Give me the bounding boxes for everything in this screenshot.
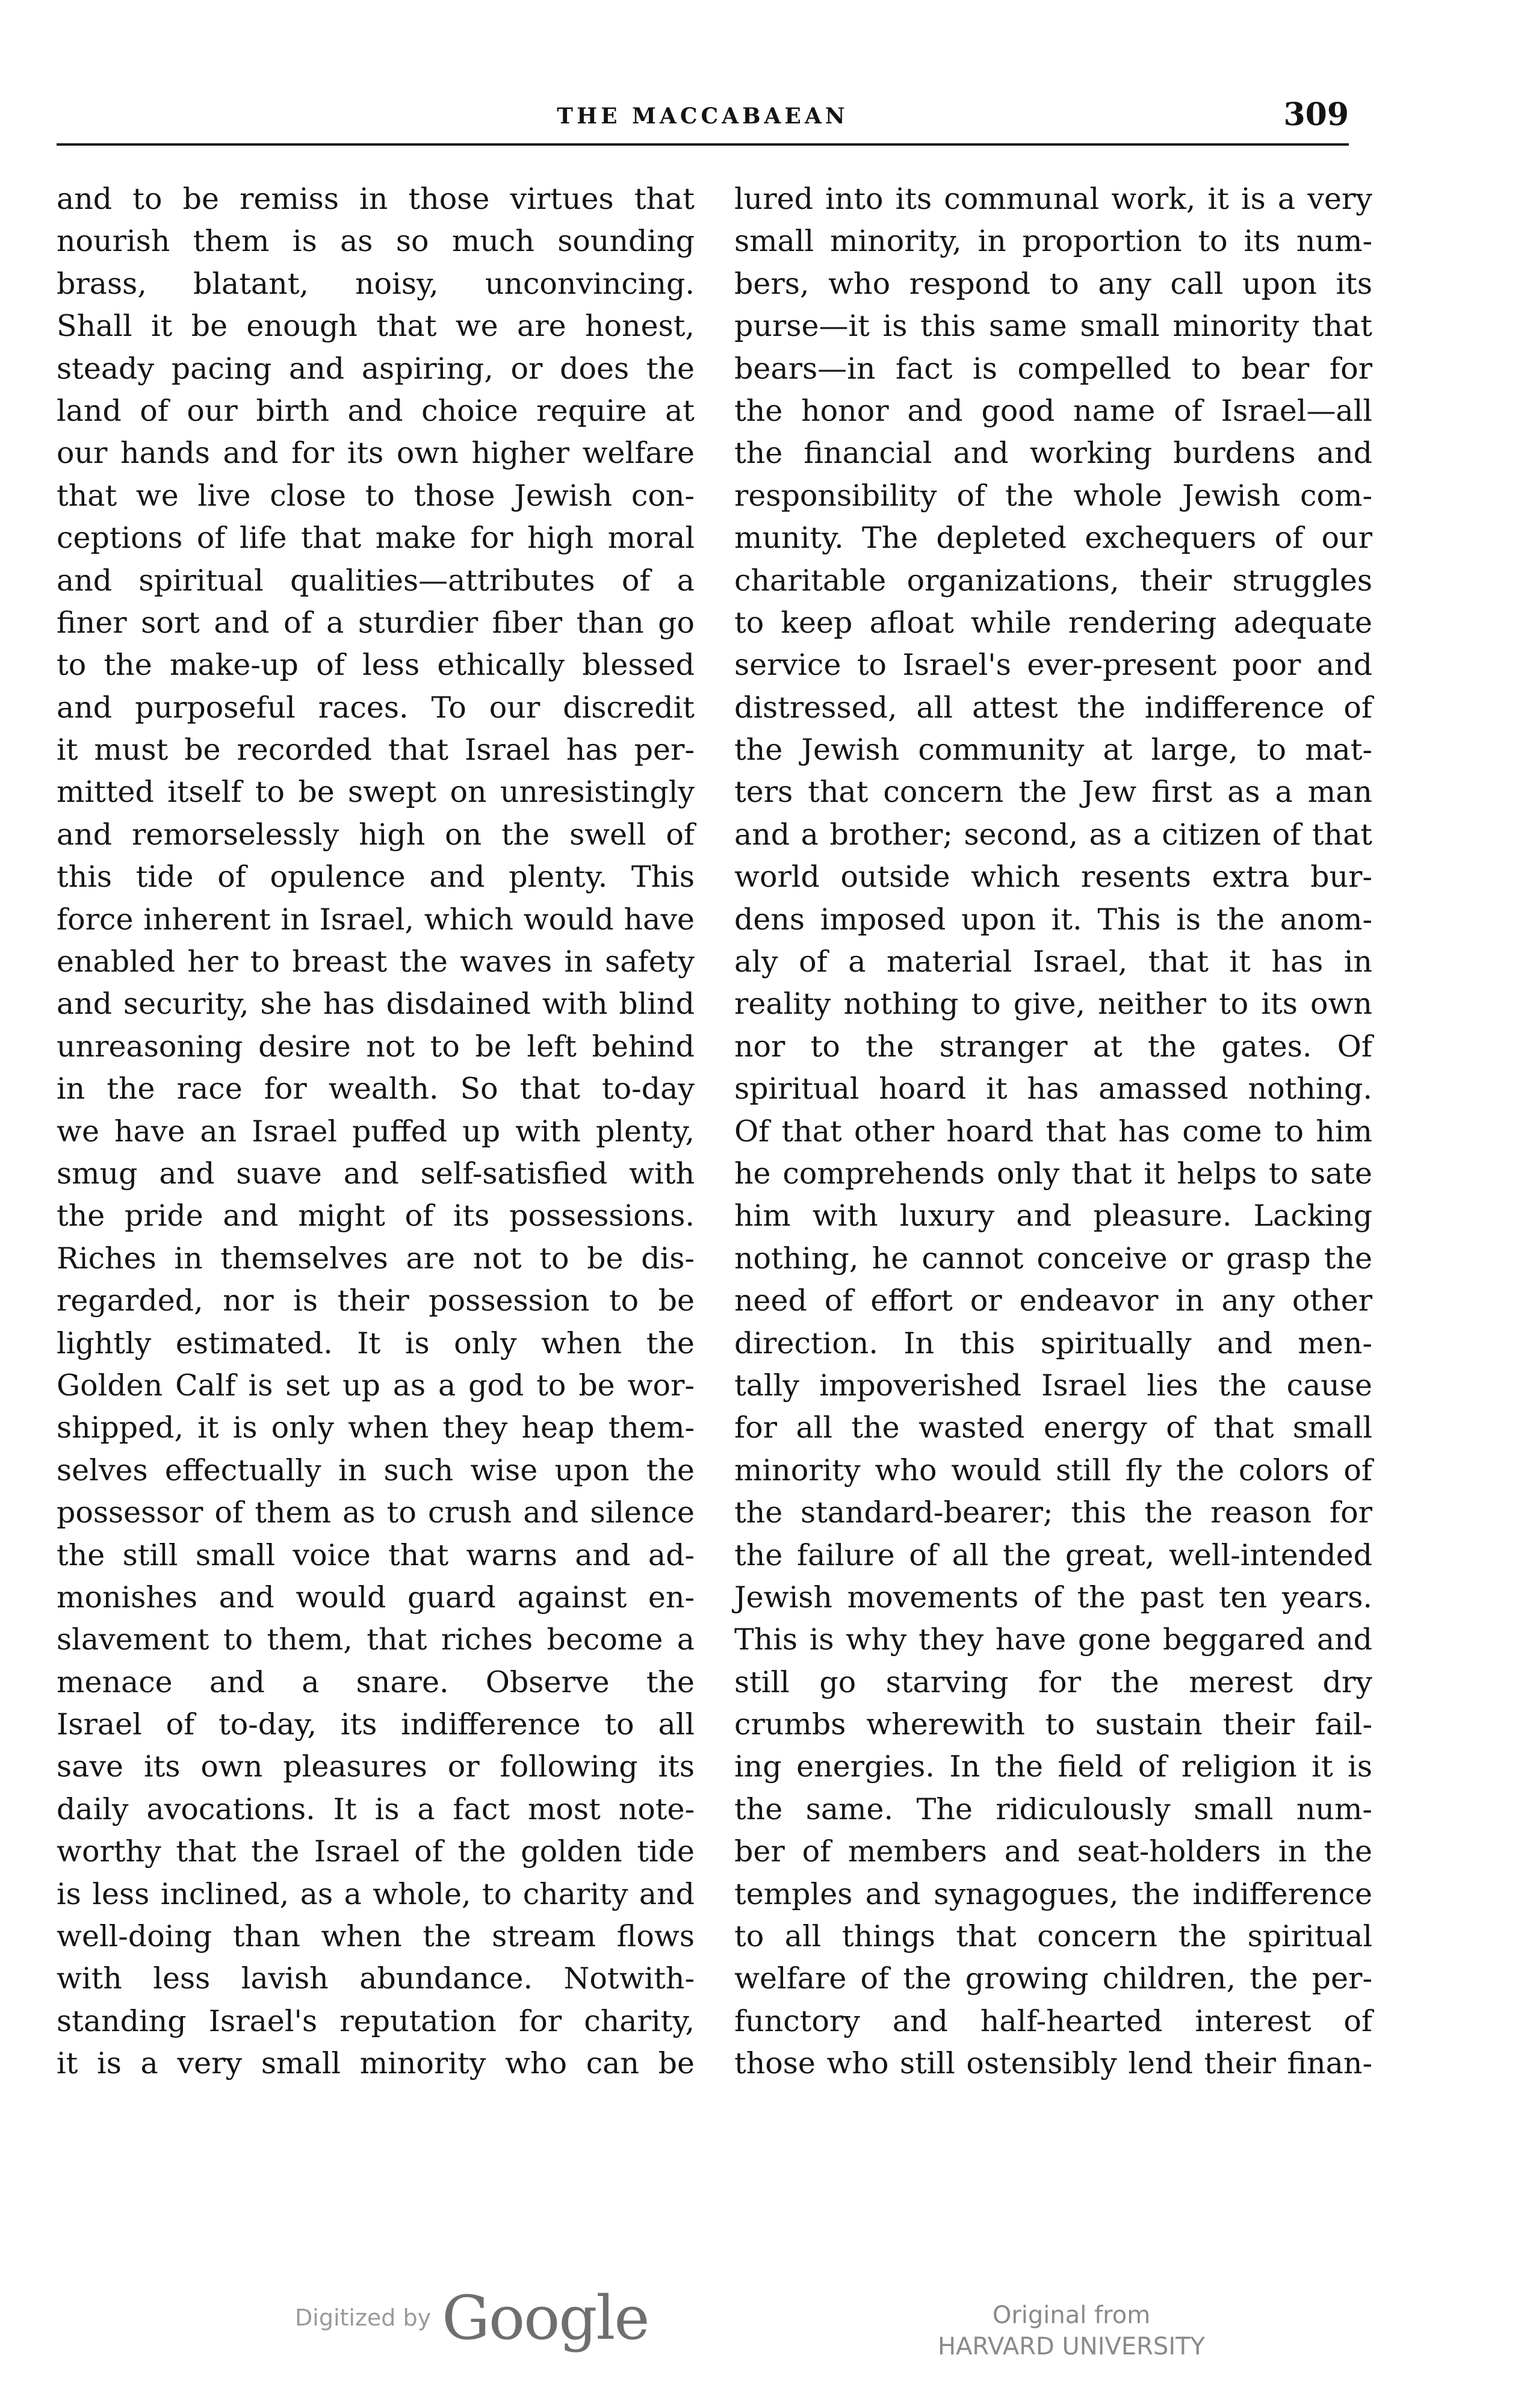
text-line: daily avocations. It is a fact most note- <box>57 1792 695 1826</box>
text-line: temples and synagogues, the indifference <box>734 1876 1372 1911</box>
text-line: and security, she has disdained with blind <box>57 987 695 1022</box>
journal-title: THE MACCABAEAN <box>557 104 849 129</box>
text-line: the still small voice that warns and ad- <box>57 1538 695 1572</box>
header-rule <box>57 143 1349 146</box>
text-line: responsibility of the whole Jewish com- <box>734 478 1372 513</box>
text-line: worthy that the Israel of the golden tide <box>57 1834 695 1869</box>
text-line: ber of members and seat-holders in the <box>734 1834 1372 1869</box>
text-line: brass, blatant, noisy, unconvincing. <box>57 266 695 301</box>
text-line: and spiritual qualities—attributes of a <box>57 563 695 598</box>
text-line: for all the wasted energy of that small <box>734 1410 1372 1445</box>
running-head <box>57 96 1349 150</box>
text-line: enabled her to breast the waves in safety <box>57 945 695 979</box>
text-line: nor to the stranger at the gates. Of <box>734 1029 1372 1064</box>
text-line: save its own pleasures or following its <box>57 1749 695 1784</box>
text-line: direction. In this spiritually and men- <box>734 1326 1372 1361</box>
text-line: and purposeful races. To our discredit <box>57 690 695 725</box>
text-line: land of our birth and choice require at <box>57 393 695 428</box>
original-from-label: Original from <box>992 2301 1151 2329</box>
text-line: the same. The ridiculously small num- <box>734 1792 1372 1826</box>
text-line: smug and suave and self-satisfied with <box>57 1156 695 1191</box>
text-line: spiritual hoard it has amassed nothing. <box>734 1072 1372 1106</box>
text-line: small minority, in proportion to its num- <box>734 224 1372 259</box>
text-line: with less lavish abundance. Notwith- <box>57 1961 695 1996</box>
text-line: still go starving for the merest dry <box>734 1665 1372 1699</box>
text-line: the failure of all the great, well-intended <box>734 1538 1372 1572</box>
text-line: selves effectually in such wise upon the <box>57 1453 695 1488</box>
text-line: finer sort and of a sturdier fiber than go <box>57 605 695 640</box>
text-line: need of effort or endeavor in any other <box>734 1283 1372 1318</box>
text-line: bears—in fact is compelled to bear for <box>734 351 1372 386</box>
text-line: it is a very small minority who can be <box>57 2046 695 2081</box>
google-logo: Google <box>442 2282 649 2353</box>
text-line: steady pacing and aspiring, or does the <box>57 351 695 386</box>
text-line: bers, who respond to any call upon its <box>734 266 1372 301</box>
text-line: This is why they have gone beggared and <box>734 1622 1372 1657</box>
text-line: Jewish movements of the past ten years. <box>734 1580 1372 1615</box>
page-number: 309 <box>1283 96 1349 133</box>
text-line: this tide of opulence and plenty. This <box>57 860 695 895</box>
text-line: is less inclined, as a whole, to charity and <box>57 1876 695 1911</box>
text-line: the honor and good name of Israel—all <box>734 393 1372 428</box>
text-line: the pride and might of its possessions. <box>57 1199 695 1233</box>
text-line: him with luxury and pleasure. Lacking <box>734 1199 1372 1233</box>
text-line: nothing, he cannot conceive or grasp the <box>734 1241 1372 1276</box>
text-line: functory and half-hearted interest of <box>734 2003 1372 2038</box>
text-line: to all things that concern the spiritual <box>734 1919 1372 1954</box>
text-line: charitable organizations, their struggles <box>734 563 1372 598</box>
text-line: service to Israel's ever-present poor and <box>734 648 1372 683</box>
text-line: the financial and working burdens and <box>734 436 1372 471</box>
text-line: dens imposed upon it. This is the anom- <box>734 902 1372 937</box>
text-line: to the make-up of less ethically blessed <box>57 648 695 683</box>
text-line: unreasoning desire not to be left behind <box>57 1029 695 1064</box>
text-line: that we live close to those Jewish con- <box>57 478 695 513</box>
text-line: Israel of to-day, its indifference to all <box>57 1707 695 1742</box>
text-line: minority who would still fly the colors of <box>734 1453 1372 1488</box>
text-line: mitted itself to be swept on unresistingly <box>57 775 695 810</box>
text-line: tally impoverished Israel lies the cause <box>734 1368 1372 1403</box>
text-line: reality nothing to give, neither to its own <box>734 987 1372 1022</box>
text-line: lightly estimated. It is only when the <box>57 1326 695 1361</box>
text-line: nourish them is as so much sounding <box>57 224 695 259</box>
text-line: he comprehends only that it helps to sate <box>734 1156 1372 1191</box>
text-line: and to be remiss in those virtues that <box>57 182 695 216</box>
text-line: in the race for wealth. So that to-day <box>57 1072 695 1106</box>
text-line: Riches in themselves are not to be dis- <box>57 1241 695 1276</box>
text-line: we have an Israel puffed up with plenty, <box>57 1114 695 1149</box>
text-line: Golden Calf is set up as a god to be wor- <box>57 1368 695 1403</box>
text-line: those who still ostensibly lend their finan- <box>734 2046 1372 2081</box>
text-line: possessor of them as to crush and silence <box>57 1495 695 1530</box>
text-line: ceptions of life that make for high moral <box>57 521 695 556</box>
text-line: it must be recorded that Israel has per- <box>57 733 695 768</box>
text-line: our hands and for its own higher welfare <box>57 436 695 471</box>
text-line: purse—it is this same small minority that <box>734 309 1372 344</box>
text-line: shipped, it is only when they heap them- <box>57 1410 695 1445</box>
text-line: force inherent in Israel, which would have <box>57 902 695 937</box>
text-line: munity. The depleted exchequers of our <box>734 521 1372 556</box>
text-line: aly of a material Israel, that it has in <box>734 945 1372 979</box>
text-line: monishes and would guard against en- <box>57 1580 695 1615</box>
text-line: regarded, nor is their possession to be <box>57 1283 695 1318</box>
left-text-column <box>57 178 695 2085</box>
right-text-column <box>734 178 1372 2085</box>
text-line: to keep afloat while rendering adequate <box>734 605 1372 640</box>
text-line: distressed, all attest the indifference of <box>734 690 1372 725</box>
text-line: world outside which resents extra bur- <box>734 860 1372 895</box>
text-line: ing energies. In the field of religion it is <box>734 1749 1372 1784</box>
text-line: welfare of the growing children, the per- <box>734 1961 1372 1996</box>
text-line: ters that concern the Jew first as a man <box>734 775 1372 810</box>
text-line: menace and a snare. Observe the <box>57 1665 695 1699</box>
text-line: and a brother; second, as a citizen of that <box>734 817 1372 852</box>
institution-name: HARVARD UNIVERSITY <box>937 2333 1205 2360</box>
text-line: well-doing than when the stream flows <box>57 1919 695 1954</box>
text-line: crumbs wherewith to sustain their fail- <box>734 1707 1372 1742</box>
text-line: standing Israel's reputation for charity, <box>57 2003 695 2038</box>
text-line: lured into its communal work, it is a very <box>734 182 1372 216</box>
source-credit <box>915 2300 1228 2372</box>
text-line: the standard-bearer; this the reason for <box>734 1495 1372 1530</box>
digitized-by-label: Digitized by <box>295 2304 432 2331</box>
digitization-credit <box>295 2282 649 2354</box>
text-line: Of that other hoard that has come to him <box>734 1114 1372 1149</box>
text-line: Shall it be enough that we are honest, <box>57 309 695 344</box>
text-line: slavement to them, that riches become a <box>57 1622 695 1657</box>
text-line: and remorselessly high on the swell of <box>57 817 695 852</box>
text-line: the Jewish community at large, to mat- <box>734 733 1372 768</box>
